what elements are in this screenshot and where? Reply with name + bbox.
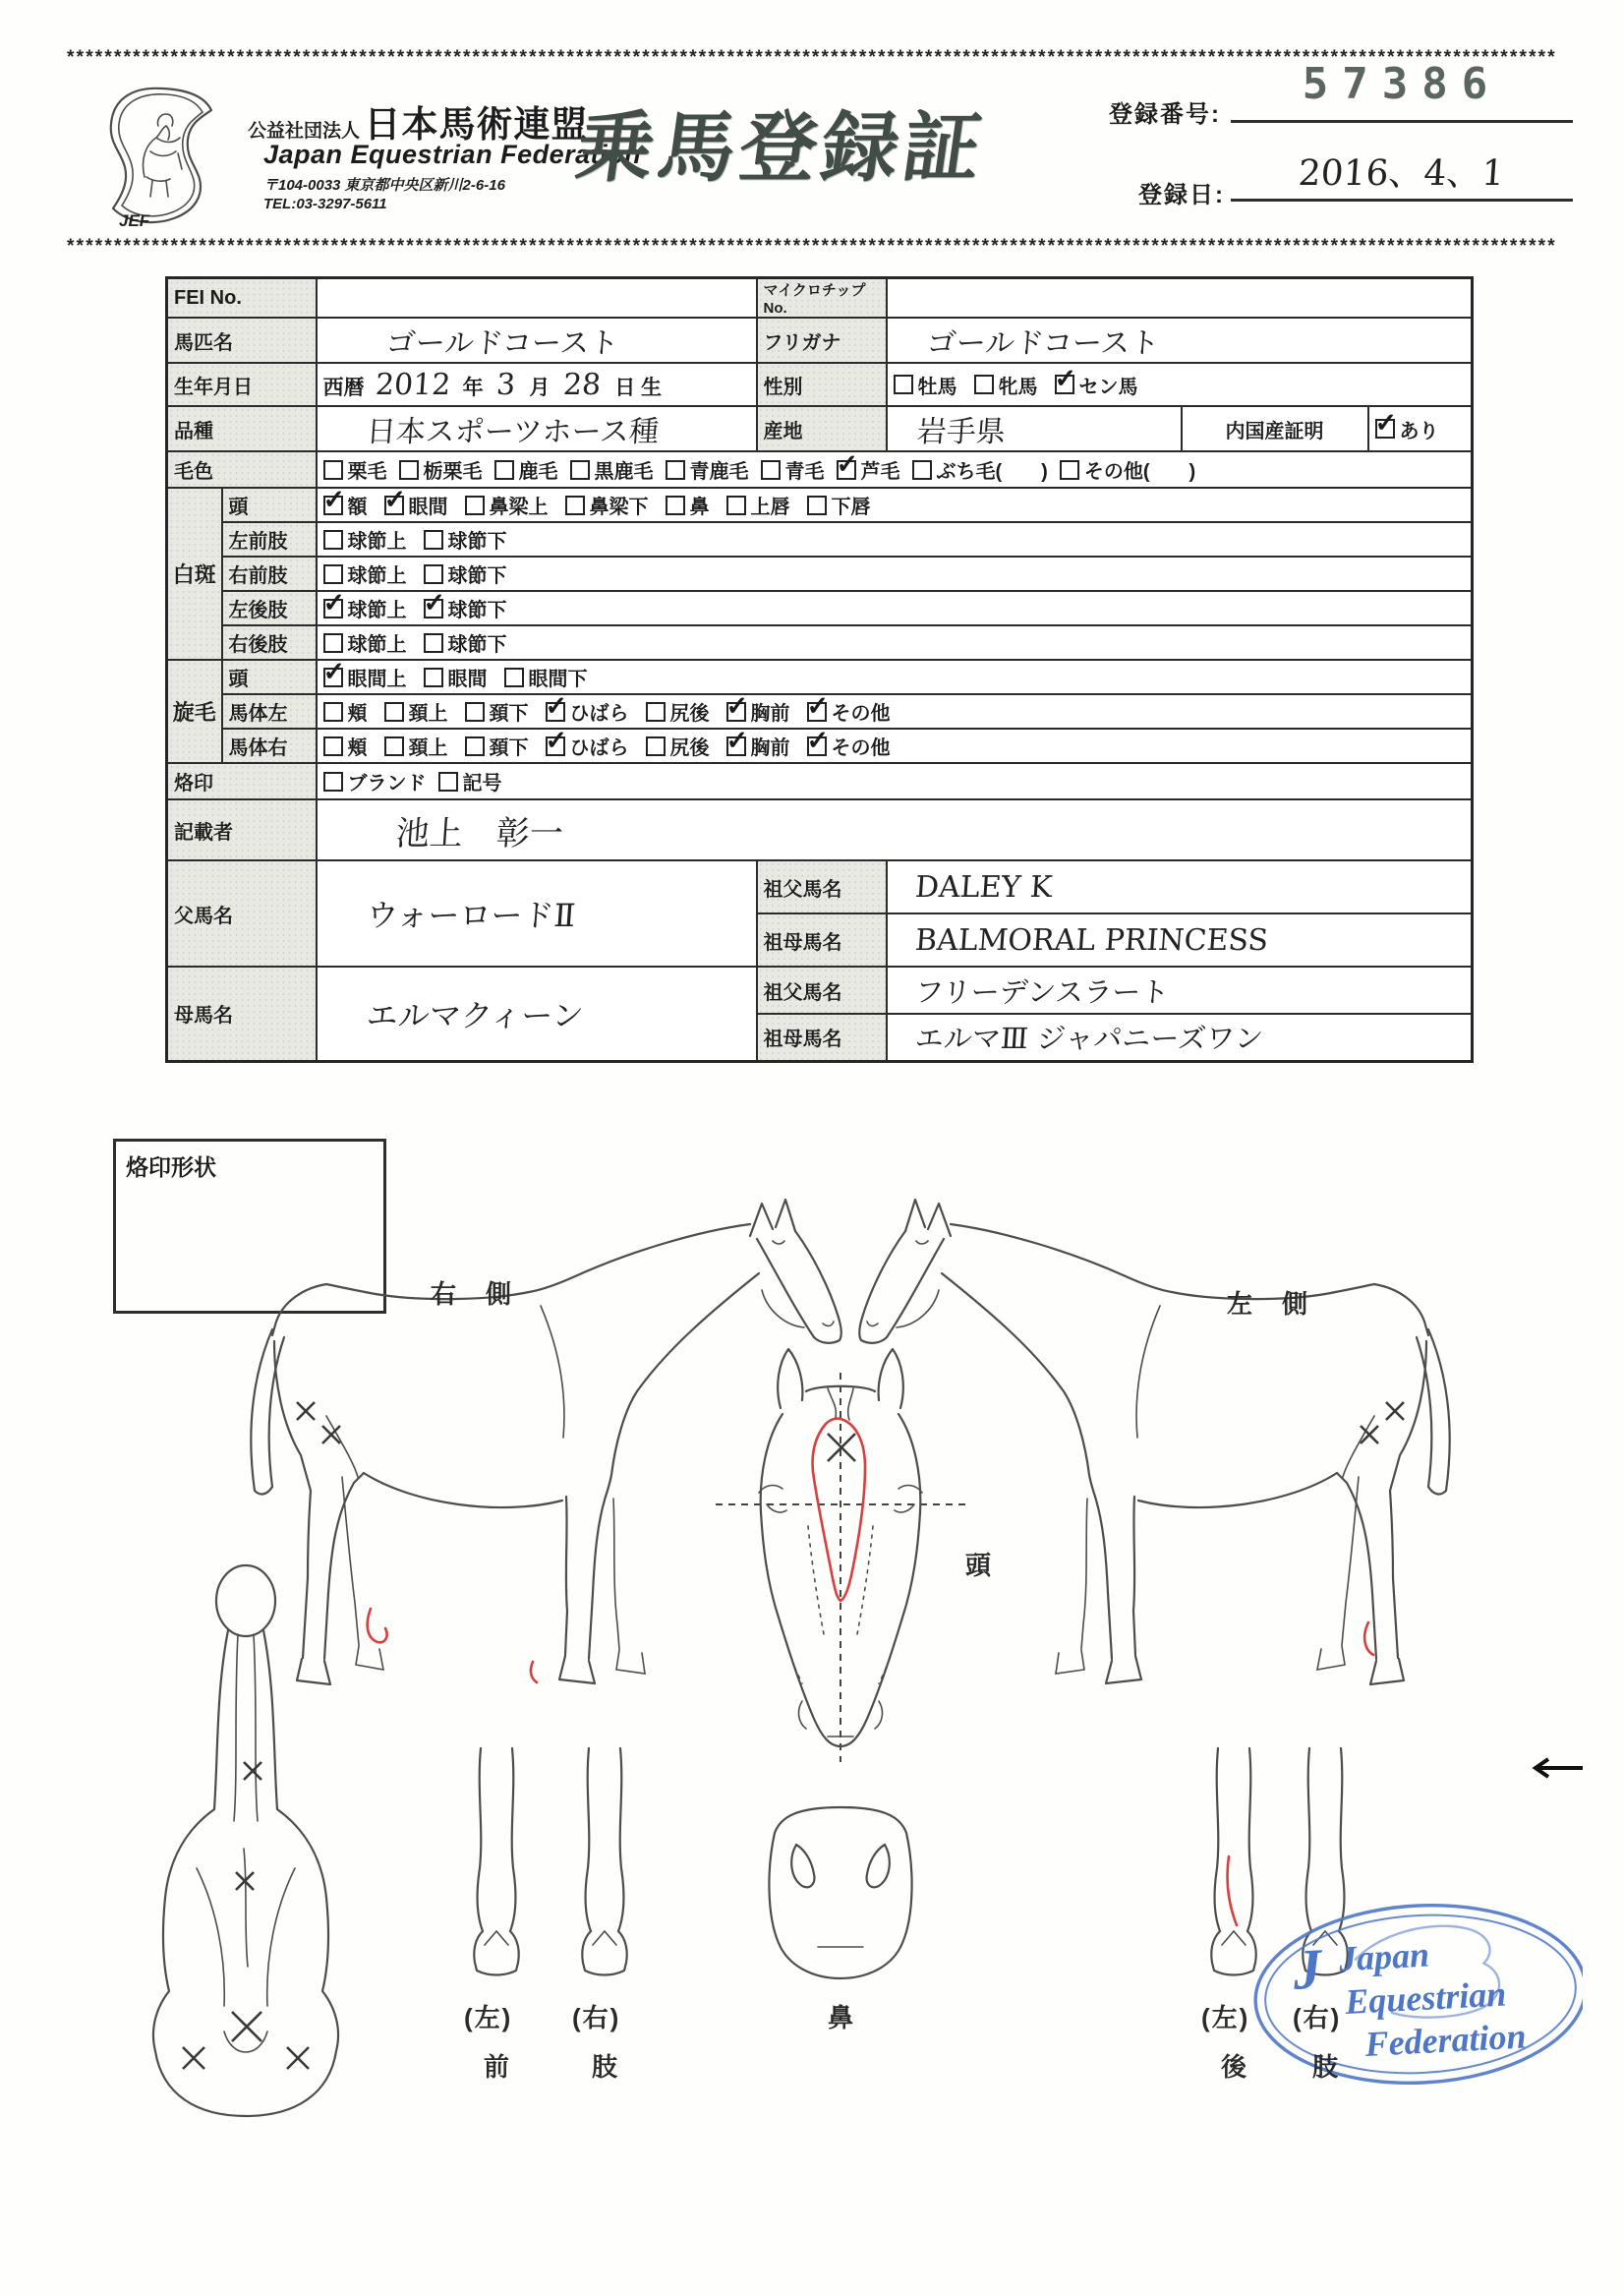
checkbox-label: 球節上 (347, 565, 407, 587)
table-row (167, 660, 1473, 694)
hind-right-label: (右) (1293, 2003, 1342, 2032)
checkbox-option (1375, 415, 1439, 443)
white-marks-group-label: 白斑 (167, 488, 222, 660)
checkbox-label: 頚上 (408, 703, 448, 725)
checkbox-checked-icon (837, 460, 856, 480)
reg-no-value: 57386 (1302, 59, 1502, 109)
org-type-label: 公益社団法人 (248, 121, 361, 142)
birth-day: 28 (561, 367, 603, 402)
horse-side-view-mirrored (859, 1200, 1450, 1684)
table-row (167, 318, 1473, 363)
white-marks-rh-label: 右後肢 (222, 625, 317, 660)
checkbox-option (323, 663, 407, 691)
white-marks-lf-label: 左前肢 (222, 522, 317, 557)
arrow-left-icon (1536, 1759, 1583, 1777)
hind-legs-view (1211, 1748, 1347, 1975)
checkbox-checked-icon (1375, 419, 1395, 439)
checkbox-option (565, 491, 649, 519)
dam-granddam-value: エルマⅢ ジャパニーズワン (887, 1014, 1473, 1061)
checkbox-icon (666, 496, 685, 515)
checkbox-label: 球節下 (447, 634, 507, 656)
checkbox-checked-icon (546, 736, 565, 756)
fei-value (317, 278, 757, 319)
checkbox-icon (424, 564, 443, 584)
checkbox-option (323, 594, 407, 622)
checkbox-label: ひばら (569, 703, 629, 725)
checkbox-checked-icon (323, 496, 343, 515)
white-marks-lh-label: 左後肢 (222, 591, 317, 625)
document-title: 乗馬登録証 (570, 104, 992, 191)
checkbox-option (570, 455, 654, 484)
checkbox-label: 頚上 (408, 737, 448, 759)
birth-year-unit: 年 (462, 376, 484, 399)
table-row (167, 763, 1473, 799)
birth-month: 3 (495, 367, 517, 402)
origin-label: 産地 (757, 406, 887, 451)
domestic-proof-options (1368, 406, 1473, 451)
checkbox-option (646, 697, 710, 726)
birth-day-unit: 日 生 (614, 376, 663, 399)
checkbox-option (384, 491, 448, 519)
checkbox-label: 記号 (462, 773, 502, 795)
stamp-word-2: Equestrian (1344, 1973, 1508, 2022)
checkbox-option (323, 491, 368, 519)
front-left-label: (左) (464, 2003, 513, 2032)
whorls-body-left-label: 馬体左 (222, 694, 317, 729)
horse-nose-view (769, 1807, 911, 1978)
whorls-body-right-options (317, 729, 1473, 763)
checkbox-option (726, 732, 790, 760)
checkbox-label: ブランド (347, 773, 427, 795)
jef-blue-stamp (1251, 1897, 1583, 2090)
divider-bottom: ************************************************************************************************************************************************************** (67, 236, 1557, 257)
checkbox-label: 眼間 (408, 497, 448, 518)
checkbox-option (646, 732, 710, 760)
microchip-value (887, 278, 1473, 319)
fei-label: FEI No. (167, 278, 317, 319)
checkbox-label: 黒鹿毛 (594, 461, 654, 483)
horse-name-label: 馬匹名 (167, 318, 317, 363)
checkbox-label: 鼻 (689, 497, 710, 518)
checkbox-icon (384, 702, 404, 722)
checkbox-label: 球節上 (347, 634, 407, 656)
checkbox-label: 鼻梁下 (589, 497, 649, 518)
table-row (167, 522, 1473, 557)
checkbox-checked-icon (807, 702, 827, 722)
checkbox-icon (504, 668, 524, 687)
checkbox-option (494, 455, 558, 484)
horse-diagram (79, 1180, 1583, 2124)
checkbox-label: 球節下 (447, 565, 507, 587)
brand-shape-label: 烙印形状 (126, 1154, 216, 1180)
checkbox-label: その他 (831, 737, 891, 759)
checkbox-label: 青鹿毛 (689, 461, 749, 483)
hind-limb-label-2: 肢 (1312, 2052, 1341, 2082)
head-label: 頭 (965, 1551, 994, 1580)
checkbox-label: 芦毛 (860, 461, 900, 483)
checkbox-icon (646, 736, 666, 756)
checkbox-option (424, 559, 507, 588)
table-row (167, 363, 1473, 406)
horse-head-front-view (716, 1349, 965, 1762)
checkbox-icon (570, 460, 590, 480)
checkbox-option (424, 594, 507, 622)
horse-name-value: ゴールドコースト (317, 318, 757, 363)
table-row (167, 694, 1473, 729)
checkbox-icon (465, 496, 485, 515)
checkbox-option (323, 525, 407, 554)
brand-options (317, 763, 1473, 799)
checkbox-option (837, 455, 900, 484)
dam-label: 母馬名 (167, 967, 317, 1061)
table-row (167, 967, 1473, 1014)
whorls-group-label: 旋毛 (167, 660, 222, 763)
checkbox-icon (465, 702, 485, 722)
checkbox-label: 鹿毛 (518, 461, 558, 483)
origin-value: 岩手県 (887, 406, 1182, 451)
checkbox-checked-icon (807, 736, 827, 756)
checkbox-option (504, 663, 588, 691)
table-row (167, 278, 1473, 319)
sex-options (887, 363, 1473, 406)
checkbox-label: セン馬 (1078, 376, 1138, 398)
sire-grandsire-label: 祖父馬名 (757, 860, 887, 913)
table-row (167, 488, 1473, 522)
hind-limb-label-1: 後 (1221, 2052, 1249, 2082)
whorls-body-left-options (317, 694, 1473, 729)
checkbox-label: 眼間上 (347, 669, 407, 690)
checkbox-option (424, 525, 507, 554)
furigana-value: ゴールドコースト (887, 318, 1473, 363)
checkbox-icon (399, 460, 419, 480)
furigana-label: フリガナ (757, 318, 887, 363)
checkbox-label: 胸前 (750, 703, 790, 725)
whorls-body-right-label: 馬体右 (222, 729, 317, 763)
checkbox-option (424, 663, 488, 691)
checkbox-icon (646, 702, 666, 722)
left-side-label: 左 側 (1227, 1289, 1310, 1319)
org-name-en: Japan Equestrian Federation (263, 140, 642, 169)
checkbox-label: 球節下 (447, 600, 507, 621)
checkbox-label: 尻後 (669, 703, 710, 725)
registration-table (165, 276, 1474, 1063)
checkbox-icon (424, 633, 443, 653)
sex-label: 性別 (757, 363, 887, 406)
checkbox-label: その他 (831, 703, 891, 725)
table-row (167, 406, 1473, 451)
checkbox-checked-icon (384, 496, 404, 515)
checkbox-label: 栗毛 (347, 461, 387, 483)
coat-options (317, 451, 1473, 488)
checkbox-icon (726, 496, 746, 515)
checkbox-icon (424, 668, 443, 687)
checkbox-option (546, 697, 629, 726)
whorls-head-label: 頭 (222, 660, 317, 694)
white-marks-lf-options (317, 522, 1473, 557)
org-name: 日本馬術連盟 (364, 104, 589, 145)
reg-date-label: 登録日: (1138, 182, 1225, 208)
reg-no-label: 登録番号: (1109, 101, 1221, 128)
checkbox-label: 頬 (347, 703, 368, 725)
birth-month-unit: 月 (529, 376, 551, 399)
checkbox-icon (323, 460, 343, 480)
checkbox-icon (565, 496, 585, 515)
dam-grandsire-value: フリーデンスラート (887, 967, 1473, 1014)
sire-label: 父馬名 (167, 860, 317, 967)
checkbox-option (323, 455, 387, 484)
front-limb-label-1: 前 (484, 2052, 512, 2082)
reg-no-field (1231, 59, 1573, 123)
white-marks-lh-options (317, 591, 1473, 625)
checkbox-option (384, 732, 448, 760)
front-right-label: (右) (572, 2003, 621, 2032)
checkbox-option (807, 491, 871, 519)
sire-grandsire-value: DALEY K (887, 860, 1473, 913)
table-row (167, 625, 1473, 660)
checkbox-checked-icon (726, 736, 746, 756)
checkbox-option (726, 491, 790, 519)
checkbox-icon (323, 702, 343, 722)
white-marks-rh-options (317, 625, 1473, 660)
red-mark-right-horse-hind (1364, 1622, 1373, 1655)
checkbox-icon (323, 772, 343, 792)
stamp-initial: J (1291, 1936, 1324, 2002)
checkbox-option (323, 697, 368, 726)
checkbox-label: 額 (347, 497, 368, 518)
checkbox-icon (465, 736, 485, 756)
checkbox-option (974, 371, 1038, 399)
red-mark-left-horse-hind (368, 1609, 387, 1642)
checkbox-icon (424, 530, 443, 550)
nose-label: 鼻 (828, 2003, 856, 2032)
brand-label: 烙印 (167, 763, 317, 799)
stamp-word-3: Federation (1363, 2016, 1528, 2064)
checkbox-option (807, 732, 891, 760)
red-mark-left-horse-front (531, 1662, 537, 1682)
checkbox-option (666, 491, 710, 519)
checkbox-icon (323, 633, 343, 653)
org-tel: TEL:03-3297-5611 (263, 195, 387, 212)
birth-year: 2012 (375, 367, 452, 402)
checkbox-label: ひばら (569, 737, 629, 759)
sire-granddam-value: BALMORAL PRINCESS (887, 913, 1473, 967)
whorls-head-options (317, 660, 1473, 694)
checkbox-option (465, 697, 529, 726)
table-row (167, 591, 1473, 625)
checkbox-icon (384, 736, 404, 756)
hind-left-label: (左) (1201, 2003, 1250, 2032)
checkbox-option (323, 732, 368, 760)
checkbox-option (424, 628, 507, 657)
horse-side-view (251, 1200, 841, 1684)
recorder-value: 池上 彰一 (317, 799, 1473, 860)
table-row (167, 451, 1473, 488)
horse-top-view (153, 1565, 338, 2116)
birthdate-value (317, 363, 757, 406)
checkbox-label: 眼間下 (528, 669, 588, 690)
recorder-label: 記載者 (167, 799, 317, 860)
checkbox-label: 尻後 (669, 737, 710, 759)
checkbox-icon (494, 460, 514, 480)
checkbox-option (894, 371, 957, 399)
checkbox-checked-icon (726, 702, 746, 722)
checkbox-option (807, 697, 891, 726)
checkbox-option (726, 697, 790, 726)
domestic-proof-label: 内国産証明 (1182, 406, 1368, 451)
dam-granddam-label: 祖母馬名 (757, 1014, 887, 1061)
checkbox-option (465, 491, 549, 519)
jef-logo-text: JEF (119, 211, 150, 230)
stamp-word-1: Japan (1337, 1934, 1430, 1979)
coat-label: 毛色 (167, 451, 317, 488)
right-side-label: 右 側 (431, 1279, 514, 1309)
checkbox-option (1060, 455, 1195, 484)
checkbox-option (546, 732, 629, 760)
checkbox-option (666, 455, 749, 484)
checkbox-label: 球節上 (347, 600, 407, 621)
checkbox-label: その他( ) (1083, 461, 1196, 483)
microchip-label: マイクロチップNo. (757, 278, 887, 319)
checkbox-label: 頚下 (489, 703, 529, 725)
sire-granddam-label: 祖母馬名 (757, 913, 887, 967)
checkbox-label: 球節上 (347, 531, 407, 553)
checkbox-checked-icon (424, 599, 443, 618)
breed-value: 日本スポーツホース種 (317, 406, 757, 451)
checkbox-label: 栃栗毛 (423, 461, 483, 483)
checkbox-label: 頬 (347, 737, 368, 759)
front-limb-label-2: 肢 (592, 2052, 620, 2082)
checkbox-icon (894, 375, 913, 394)
dam-grandsire-label: 祖父馬名 (757, 967, 887, 1014)
checkbox-option (323, 628, 407, 657)
checkbox-label: 胸前 (750, 737, 790, 759)
checkbox-label: 牝馬 (998, 376, 1038, 398)
checkbox-checked-icon (1055, 375, 1074, 394)
front-legs-view (474, 1748, 626, 1975)
checkbox-checked-icon (546, 702, 565, 722)
sire-value: ウォーロードⅡ (317, 860, 757, 967)
checkbox-icon (761, 460, 781, 480)
checkbox-option (323, 559, 407, 588)
checkbox-icon (323, 736, 343, 756)
white-marks-head-options (317, 488, 1473, 522)
breed-label: 品種 (167, 406, 317, 451)
checkbox-label: 青毛 (784, 461, 825, 483)
checkbox-label: 上唇 (750, 497, 790, 518)
checkbox-icon (666, 460, 685, 480)
checkbox-option (384, 697, 448, 726)
checkbox-label: あり (1399, 420, 1439, 442)
dam-value: エルマクィーン (317, 967, 757, 1061)
checkbox-option (912, 455, 1048, 484)
table-row (167, 729, 1473, 763)
checkbox-label: 頚下 (489, 737, 529, 759)
checkbox-label: 球節下 (447, 531, 507, 553)
checkbox-label: 牡馬 (917, 376, 957, 398)
checkbox-option (323, 767, 427, 795)
birthdate-label: 生年月日 (167, 363, 317, 406)
reg-date-value: 2016、4、1 (1297, 153, 1506, 194)
checkbox-label: 鼻梁上 (489, 497, 549, 518)
checkbox-label: ぶち毛( ) (936, 461, 1048, 483)
divider-top: ************************************************************************************************************************************************************** (67, 47, 1557, 68)
checkbox-label: 下唇 (831, 497, 871, 518)
checkbox-icon (912, 460, 932, 480)
checkbox-option (465, 732, 529, 760)
white-marks-rf-options (317, 557, 1473, 591)
checkbox-option (438, 767, 502, 795)
checkbox-icon (323, 530, 343, 550)
checkbox-option (761, 455, 825, 484)
checkbox-checked-icon (323, 668, 343, 687)
reg-date-field (1231, 146, 1573, 202)
checkbox-option (399, 455, 483, 484)
white-marks-head-label: 頭 (222, 488, 317, 522)
checkbox-icon (807, 496, 827, 515)
jef-logo (101, 83, 239, 232)
table-row (167, 860, 1473, 913)
checkbox-option (1055, 371, 1138, 399)
birth-era: 西暦 (322, 376, 365, 399)
org-address: 〒104-0033 東京都中央区新川2-6-16 (263, 177, 505, 194)
checkbox-icon (438, 772, 458, 792)
checkbox-icon (323, 564, 343, 584)
checkbox-checked-icon (323, 599, 343, 618)
checkbox-icon (974, 375, 994, 394)
checkbox-icon (1060, 460, 1079, 480)
table-row (167, 557, 1473, 591)
white-marks-rf-label: 右前肢 (222, 557, 317, 591)
table-row (167, 799, 1473, 860)
checkbox-label: 眼間 (447, 669, 488, 690)
